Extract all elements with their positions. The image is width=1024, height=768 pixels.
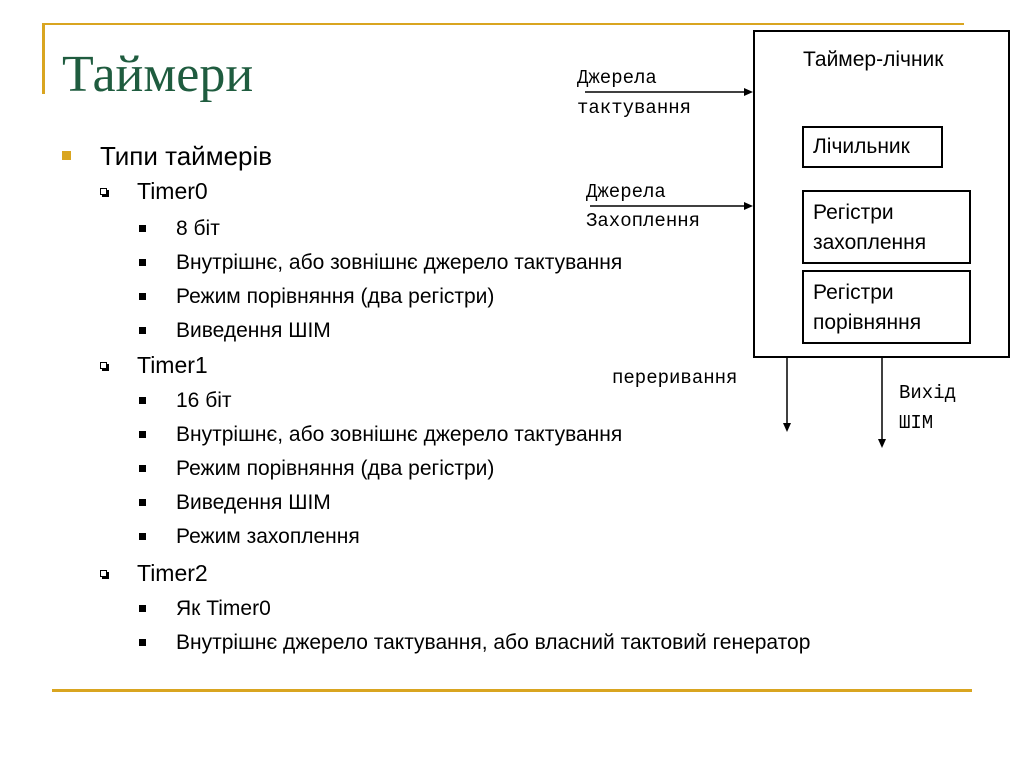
capture-registers-line2: захоплення xyxy=(813,231,927,254)
bullet-text: Виведення ШІМ xyxy=(176,319,331,342)
capture-source-label-line1: Джерела xyxy=(586,181,666,203)
capture-input-arrow xyxy=(590,202,753,210)
bullet-text: 8 біт xyxy=(176,217,220,240)
bullet-text: Внутрішнє, або зовнішнє джерело тактування xyxy=(176,423,623,446)
bullet-text: Типи таймерів xyxy=(100,141,273,171)
compare-registers-line2: порівняння xyxy=(813,311,922,334)
pwm-output-label-line2: ШІМ xyxy=(899,412,934,434)
bullet-text: Режим захоплення xyxy=(176,525,360,548)
clock-input-arrow xyxy=(585,88,753,96)
bullet-text: Timer0 xyxy=(137,178,208,204)
capture-registers-line1: Регістри xyxy=(813,201,894,224)
slide-title: Таймери xyxy=(62,46,254,103)
bullet-text: Внутрішнє джерело тактування, або власний тактовий генератор xyxy=(176,631,811,654)
clock-source-label-line2: тактування xyxy=(577,97,692,119)
counter-label: Лічильник xyxy=(813,135,910,158)
bullet-text: Внутрішнє, або зовнішнє джерело тактування xyxy=(176,251,623,274)
timer-counter-title: Таймер-лічник xyxy=(803,48,944,71)
capture-source-label-line2: Захоплення xyxy=(586,210,701,232)
interrupt-label: переривання xyxy=(612,367,738,389)
accent-bottom-line xyxy=(52,689,972,692)
interrupt-output-arrow xyxy=(783,358,791,432)
pwm-output-arrow xyxy=(878,358,886,448)
clock-source-label-line1: Джерела xyxy=(577,67,657,89)
compare-registers-line1: Регістри xyxy=(813,281,894,304)
bullet-text: Timer2 xyxy=(137,560,208,586)
bullet-text: Timer1 xyxy=(137,352,208,378)
bullet-text: Режим порівняння (два регістри) xyxy=(176,285,495,308)
bullet-text: Як Timer0 xyxy=(176,597,271,620)
bullet-text: Виведення ШІМ xyxy=(176,491,331,514)
bullet-text: 16 біт xyxy=(176,389,232,412)
bullet-text: Режим порівняння (два регістри) xyxy=(176,457,495,480)
pwm-output-label-line1: Вихід xyxy=(899,382,957,404)
